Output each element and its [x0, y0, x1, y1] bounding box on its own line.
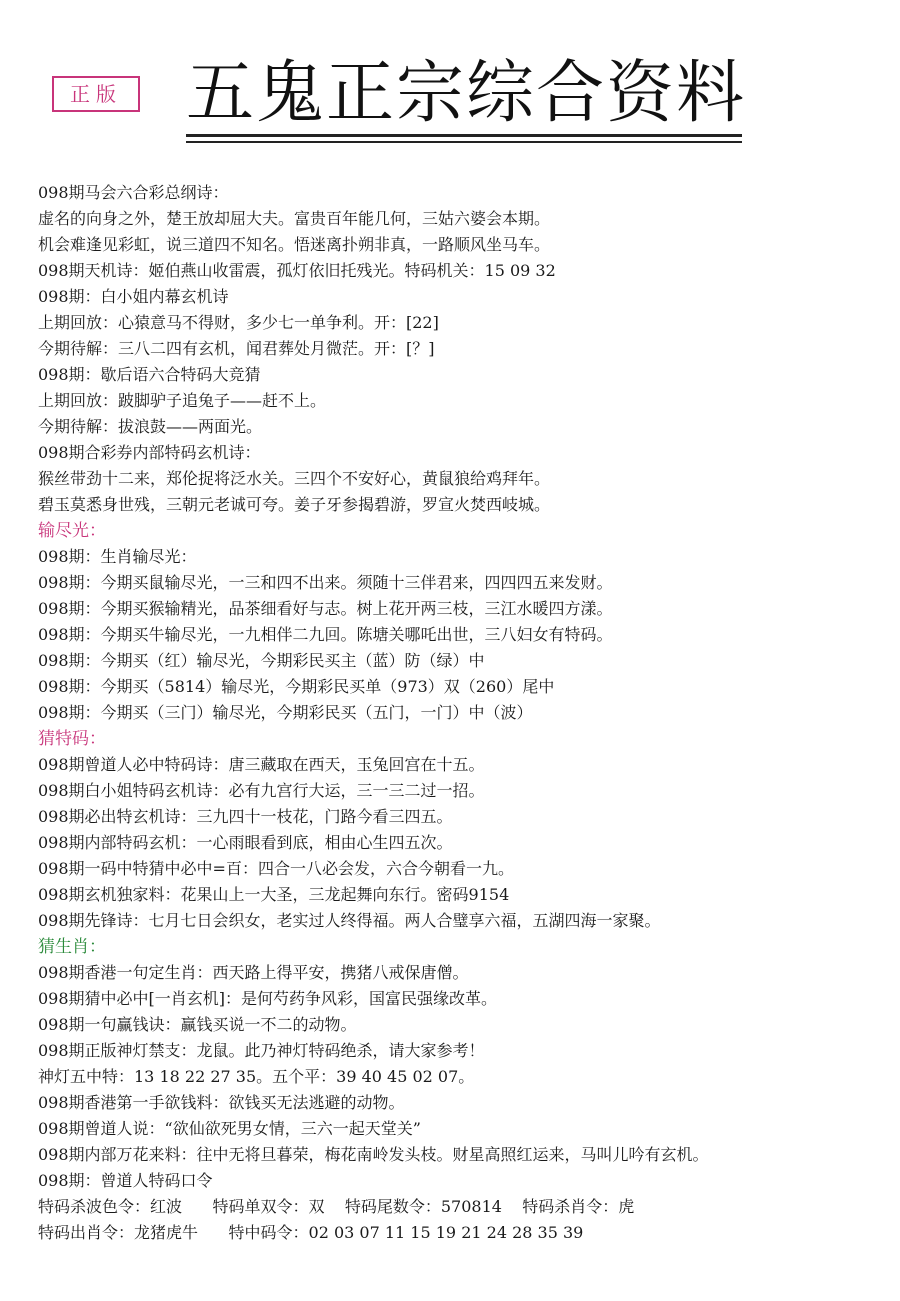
text-line: 098期马会六合彩总纲诗：	[38, 183, 229, 202]
text-line: 神灯五中特：13 18 22 27 35。五个平：39 40 45 02 07。	[38, 1067, 475, 1086]
text-line: 098期先锋诗：七月七日会织女，老实过人终得福。两人合璧享六福，五湖四海一家聚。	[38, 911, 661, 930]
text-line: 碧玉莫悉身世残，三朝元老诚可夸。姜子牙参揭碧游，罗宣火焚西岐城。	[38, 495, 551, 514]
section-heading-guess-code: 猜特码：	[38, 729, 106, 749]
page-title: 五鬼正宗综合资料	[186, 54, 747, 133]
text-line: 098期内部特码玄机：一心雨眼看到底，相由心生四五次。	[38, 833, 453, 852]
text-line: 098期天机诗：姬伯燕山收雷震，孤灯依旧托残光。特码机关：15 09 32	[38, 261, 556, 280]
text-line: 今期待解：三八二四有玄机，闻君葬处月微茫。开：[？]	[38, 339, 435, 358]
text-line: 098期：今期买（5814）输尽光，今期彩民买单（973）双（260）尾中	[38, 677, 555, 696]
text-line: 098期白小姐特码玄机诗：必有九宫行大运，三一三二过一招。	[38, 781, 485, 800]
text-line: 猴丝带劲十二来，郑伦捉将泛水关。三四个不安好心，黄鼠狼给鸡拜年。	[38, 469, 551, 488]
section-heading-lose-all: 输尽光：	[38, 521, 106, 541]
text-line: 098期：今期买（三门）输尽光，今期彩民买（五门，一门）中（波）	[38, 703, 533, 722]
text-line: 098期合彩券内部特码玄机诗：	[38, 443, 261, 462]
edition-badge: 正版	[52, 76, 140, 112]
text-line: 098期：今期买牛输尽光，一九相伴二九回。陈塘关哪吒出世，三八妇女有特码。	[38, 625, 613, 644]
text-line: 098期：今期买鼠输尽光，一三和四不出来。须随十三伴君来，四四四五来发财。	[38, 573, 613, 592]
text-line: 098期：曾道人特码口令	[38, 1171, 213, 1190]
text-line: 机会难逢见彩虹，说三道四不知名。悟迷离扑朔非真，一路顺风坐马车。	[38, 235, 551, 254]
text-line: 今期待解：拔浪鼓——两面光。	[38, 417, 263, 436]
text-line: 098期：今期买（红）输尽光，今期彩民买主（蓝）防（绿）中	[38, 651, 485, 670]
text-line: 上期回放：心猿意马不得财，多少七一单争利。开：[22]	[38, 313, 439, 332]
title-underline-thin	[186, 141, 742, 143]
text-line: 098期：生肖输尽光：	[38, 547, 197, 566]
text-line: 098期一码中特猜中必中=百：四合一八必会发，六合今朝看一九。	[38, 859, 514, 878]
text-line: 098期必出特玄机诗：三九四十一枝花，门路今看三四五。	[38, 807, 453, 826]
text-line: 098期曾道人说：“欲仙欲死男女情，三六一起天堂关”	[38, 1119, 421, 1138]
section-heading-guess-zodiac: 猜生肖：	[38, 937, 106, 957]
document-body	[38, 180, 888, 1246]
text-line: 特码出肖令：龙猪虎牛 特中码令：02 03 07 11 15 19 21 24 28 35 39	[38, 1223, 584, 1242]
text-line: 098期香港一句定生肖：西天路上得平安，携猪八戒保唐僧。	[38, 963, 469, 982]
text-line: 098期玄机独家料：花果山上一大圣，三龙起舞向东行。密码9154	[38, 885, 510, 904]
text-line: 上期回放：跛脚驴子追兔子——赶不上。	[38, 391, 327, 410]
title-underline-thick	[186, 134, 742, 137]
text-line: 098期猜中必中[一肖玄机]：是何芍药争风彩，国富民强缘改革。	[38, 989, 498, 1008]
text-line: 098期内部万花来料：往中无将旦暮荣，梅花南岭发头枝。财星高照红运来，马叫儿吟有玄机。	[38, 1145, 709, 1164]
text-line: 098期：歇后语六合特码大竞猜	[38, 365, 261, 384]
text-line: 特码杀波色令：红波 特码单双令：双 特码尾数令：570814 特码杀肖令：虎	[38, 1197, 635, 1216]
text-line: 098期正版神灯禁支：龙鼠。此乃神灯特码绝杀，请大家参考！	[38, 1041, 485, 1060]
text-line: 098期一句赢钱诀：赢钱买说一不二的动物。	[38, 1015, 357, 1034]
text-line: 098期：白小姐内幕玄机诗	[38, 287, 229, 306]
text-line: 虚名的向身之外，楚王放却屈大夫。富贵百年能几何，三姑六婆会本期。	[38, 209, 551, 228]
text-line: 098期：今期买猴输精光，品茶细看好与志。树上花开两三枝，三江水暖四方漾。	[38, 599, 613, 618]
text-line: 098期曾道人必中特码诗：唐三藏取在西天，玉兔回宫在十五。	[38, 755, 485, 774]
text-line: 098期香港第一手欲钱料：欲钱买无法逃避的动物。	[38, 1093, 405, 1112]
